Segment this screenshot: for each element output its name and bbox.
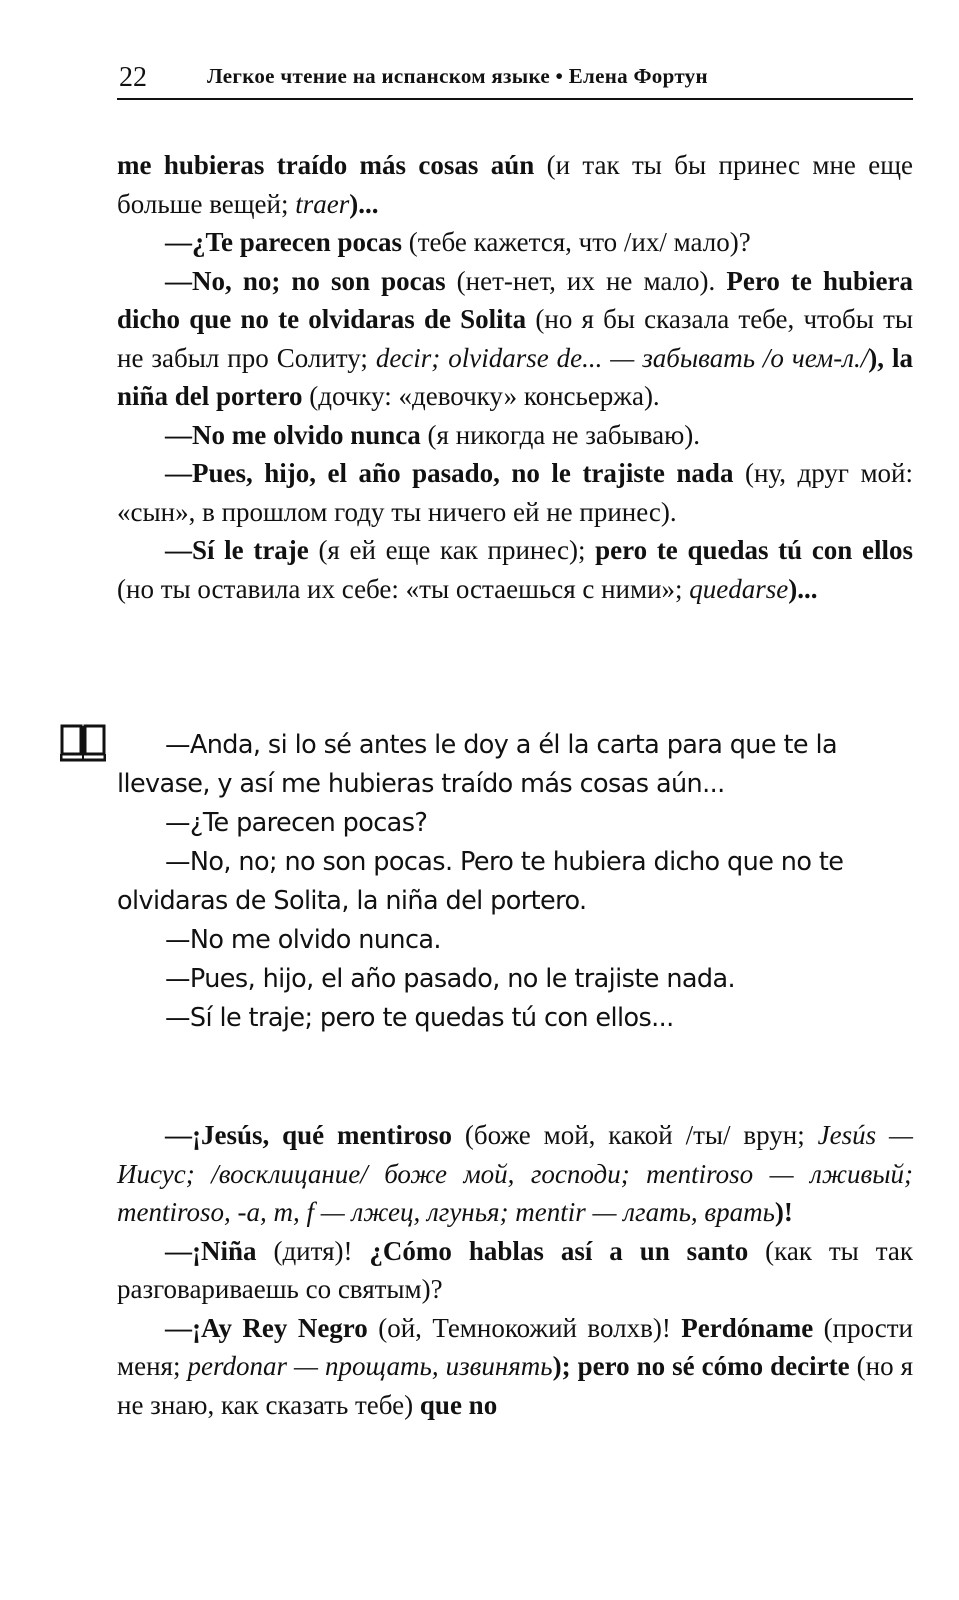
annotated-paragraph: —¡Jesús, qué mentiroso (боже мой, какой /ты/ врун; Jesús — Иисус; /восклицание/ боже мой, господи; mentiroso — лживый; mentiroso, -a, m, f — лжец, лгунья; mentir — лгать, врать)! (117, 1120, 913, 1227)
annotated-paragraph: —¡Ay Rey Negro (ой, Темнокожий волхв)! Perdóname (прости меня; perdonar — прощать, извинять); pero no sé cómo decirte (но я не знаю, как сказать тебе) que no (117, 1312, 913, 1420)
original-paragraph: —Pues, hijo, el año pasado, no le trajiste nada. (165, 964, 736, 994)
annotated-text-block-2 (117, 1116, 913, 1424)
annotated-paragraph: —No, no; no son pocas (нет-нет, их не мало). Pero te hubiera dicho que no te olvidaras de Solita (но я бы сказала тебе, чтобы ты не забыл про Солиту; decir; olvidarse de... — забывать /о чем-л./), la niña del portero (дочку: «девочку» консьержа). (117, 265, 914, 411)
annotated-paragraph: —No me olvido nunca (я никогда не забываю). (165, 419, 701, 450)
original-paragraph: —No me olvido nunca. (165, 925, 441, 955)
original-text-block (117, 726, 913, 1038)
running-title: Легкое чтение на испанском языке • Елена Фортун (207, 64, 708, 88)
page-header (117, 56, 913, 100)
original-paragraph: —¿Te parecen pocas? (165, 808, 428, 838)
annotated-paragraph: —Sí le traje (я ей еще как принес); pero te quedas tú con ellos (но ты оставила их себе: «ты остаешься с ними»; quedarse)... (117, 535, 913, 604)
original-paragraph: —Sí le traje; pero te quedas tú con ellos... (165, 1003, 674, 1033)
annotated-paragraph: me hubieras traído más cosas aún (и так ты бы принес мне еще больше вещей; traer)... (117, 150, 913, 219)
annotated-text-block-1 (117, 146, 913, 608)
annotated-paragraph: —Pues, hijo, el año pasado, no le trajiste nada (ну, друг мой: «сын», в прошлом году ты ничего ей не принес). (117, 458, 913, 527)
original-paragraph: —No, no; no son pocas. Pero te hubiera dicho que no te olvidaras de Solita, la niña del portero. (117, 847, 844, 916)
annotated-paragraph: —¡Niña (дитя)! ¿Cómo hablas así a un santo (как ты так разговариваешь со святым)? (117, 1235, 913, 1304)
original-paragraph: —Anda, si lo sé antes le doy a él la carta para que te la llevase, y así me hubieras traído más cosas aún... (117, 730, 837, 799)
page-number: 22 (119, 62, 147, 93)
annotated-paragraph: —¿Te parecen pocas (тебе кажется, что /их/ мало)? (165, 227, 751, 257)
open-book-icon (60, 723, 106, 763)
